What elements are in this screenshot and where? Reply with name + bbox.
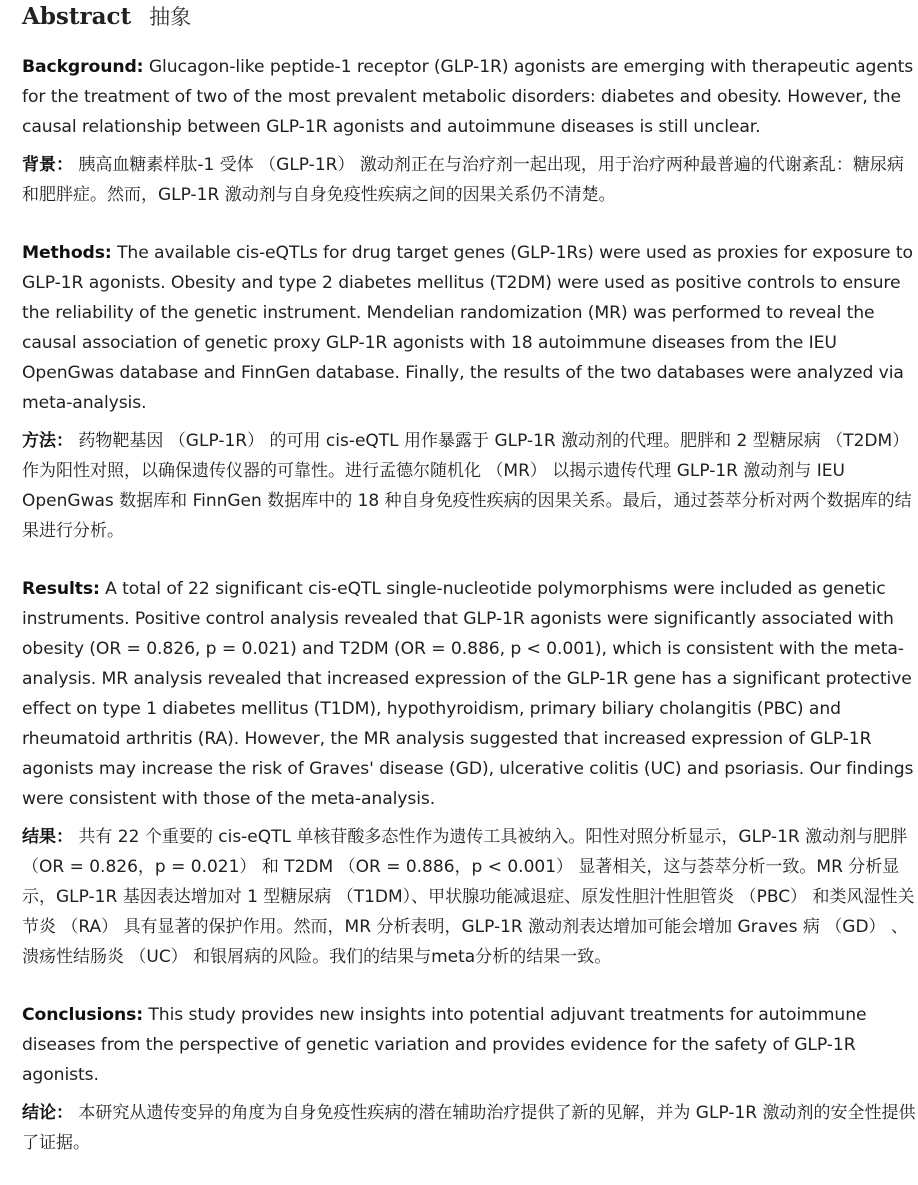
methods-paragraph-zh bbox=[22, 426, 918, 546]
section-results bbox=[22, 574, 918, 972]
conclusions-text-zh: 本研究从遗传变异的角度为自身免疫性疾病的潜在辅助治疗提供了新的见解，并为 GLP-1R 激动剂的安全性提供了证据。 bbox=[22, 1103, 916, 1153]
section-spacer bbox=[22, 546, 918, 574]
background-paragraph-en bbox=[22, 52, 918, 142]
section-spacer bbox=[22, 972, 918, 1000]
background-label-en: Background: bbox=[22, 57, 144, 77]
section-spacer bbox=[22, 210, 918, 238]
background-label-zh: 背景： bbox=[22, 155, 73, 175]
methods-paragraph-en bbox=[22, 238, 918, 418]
results-label-en: Results: bbox=[22, 579, 100, 599]
methods-text-zh: 药物靶基因 （GLP-1R） 的可用 cis-eQTL 用作暴露于 GLP-1R 激动剂的代理。肥胖和 2 型糖尿病 （T2DM） 作为阳性对照，以确保遗传仪器的可靠性。进行孟德尔随机化 （MR） 以揭示遗传代理 GLP-1R 激动剂与 IEU OpenGwas 数据库和 FinnGen 数据库中的 18 种自身免疫性疾病的因果关系。最后，通过荟萃分析对两个数据库的结果进行分析。 bbox=[22, 431, 912, 541]
conclusions-text-en: This study provides new insights into potential adjuvant treatments for autoimmune diseases from the perspective of genetic variation and provides evidence for the safety of GLP-1R agonists. bbox=[22, 1005, 867, 1085]
results-paragraph-zh bbox=[22, 822, 918, 972]
abstract-heading bbox=[22, 0, 918, 40]
results-text-zh: 共有 22 个重要的 cis-eQTL 单核苷酸多态性作为遗传工具被纳入。阳性对照分析显示，GLP-1R 激动剂与肥胖 （OR = 0.826，p = 0.021） 和 T2DM （OR = 0.886，p < 0.001） 显著相关，这与荟萃分析一致。MR 分析显示，GLP-1R 基因表达增加对 1 型糖尿病 （T1DM）、甲状腺功能减退症、原发性胆汁性胆管炎 （PBC） 和类风湿性关节炎 （RA） 具有显著的保护作用。然而，MR 分析表明，GLP-1R 激动剂表达增加可能会增加 Graves 病 （GD） 、溃疡性结肠炎 （UC） 和银屑病的风险。我们的结果与meta分析的结果一致。 bbox=[22, 827, 915, 967]
conclusions-label-zh: 结论： bbox=[22, 1103, 73, 1123]
methods-text-en: The available cis-eQTLs for drug target genes (GLP-1Rs) were used as proxies for exposure to GLP-1R agonists. Obesity and type 2 diabetes mellitus (T2DM) were used as positive controls to ensure the reliability of the genetic instrument. Mendelian randomization (MR) was performed to reveal the causal association of genetic proxy GLP-1R agonists with 18 autoimmune diseases from the IEU OpenGwas database and FinnGen database. Finally, the results of the two databases were analyzed via meta-analysis. bbox=[22, 243, 913, 413]
methods-label-en: Methods: bbox=[22, 243, 112, 263]
abstract-title: Abstract bbox=[22, 3, 132, 30]
methods-label-zh: 方法： bbox=[22, 431, 73, 451]
section-methods bbox=[22, 238, 918, 546]
section-background bbox=[22, 52, 918, 210]
section-conclusions bbox=[22, 1000, 918, 1158]
background-text-en: Glucagon-like peptide-1 receptor (GLP-1R) agonists are emerging with therapeutic agents for the treatment of two of the most prevalent metabolic disorders: diabetes and obesity. However, the causal relationship between GLP-1R agonists and autoimmune diseases is still unclear. bbox=[22, 57, 914, 137]
abstract-title-zh: 抽象 bbox=[149, 5, 192, 29]
results-paragraph-en bbox=[22, 574, 918, 814]
conclusions-paragraph-en bbox=[22, 1000, 918, 1090]
results-label-zh: 结果： bbox=[22, 827, 73, 847]
background-paragraph-zh bbox=[22, 150, 918, 210]
conclusions-paragraph-zh bbox=[22, 1098, 918, 1158]
background-text-zh: 胰高血糖素样肽-1 受体 （GLP-1R） 激动剂正在与治疗剂一起出现，用于治疗两种最普遍的代谢紊乱：糖尿病和肥胖症。然而，GLP-1R 激动剂与自身免疫性疾病之间的因果关系仍不清楚。 bbox=[22, 155, 904, 205]
conclusions-label-en: Conclusions: bbox=[22, 1005, 144, 1025]
results-text-en: A total of 22 significant cis-eQTL single-nucleotide polymorphisms were included as genetic instruments. Positive control analysis revealed that GLP-1R agonists were significantly associated with obesity (OR = 0.826, p = 0.021) and T2DM (OR = 0.886, p < 0.001), which is consistent with the meta-analysis. MR analysis revealed that increased expression of the GLP-1R gene has a significant protective effect on type 1 diabetes mellitus (T1DM), hypothyroidism, primary biliary cholangitis (PBC) and rheumatoid arthritis (RA). However, the MR analysis suggested that increased expression of GLP-1R agonists may increase the risk of Graves' disease (GD), ulcerative colitis (UC) and psoriasis. Our findings were consistent with those of the meta-analysis. bbox=[22, 579, 914, 809]
